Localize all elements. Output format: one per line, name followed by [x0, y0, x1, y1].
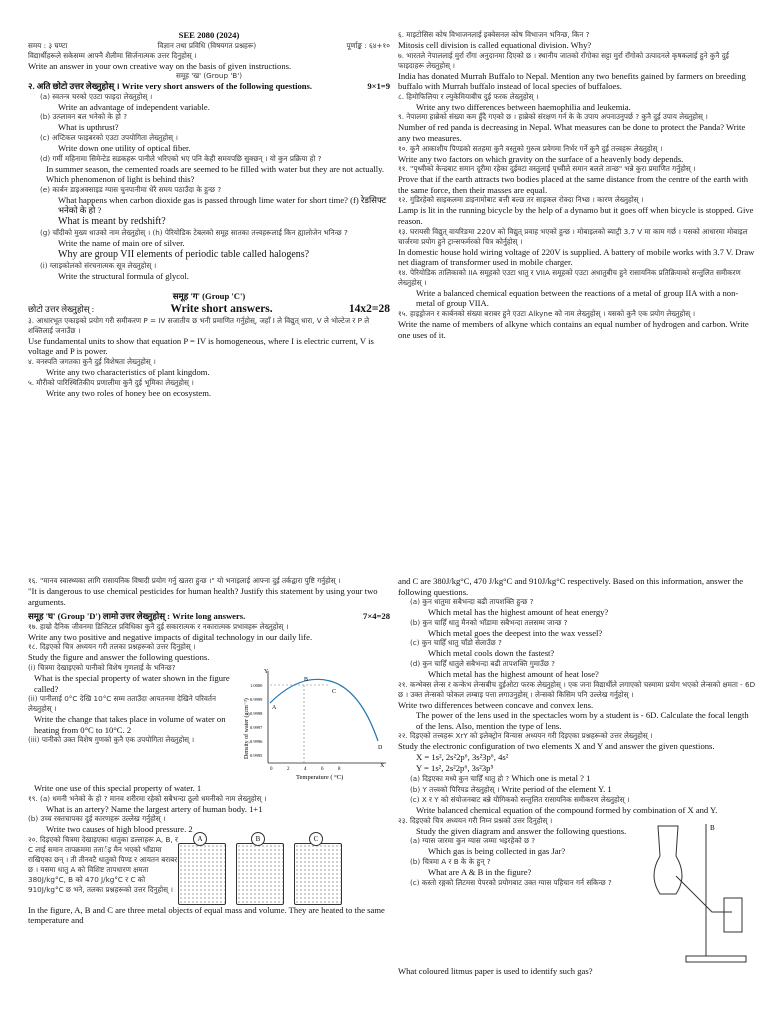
question-en: What is the special property of water shown in the figure called? — [34, 672, 230, 694]
question-marks: 1+1 — [249, 803, 263, 814]
exam-subject: विज्ञान तथा प्रविधि (विषयगत प्रश्नहरू) — [157, 40, 257, 50]
question-en — [34, 804, 390, 815]
question-np: (a) दिइएका मध्ये कुन चाहिँ धातु हो ? — [410, 774, 510, 784]
question-np: (c) कस्तो रङ्गको लिटमस पेपरको प्रयोगबाट उक्त ग्यास पहिचान गर्न सकिन्छ ? — [410, 877, 612, 887]
question-np: २१. कन्भेक्स लेन्स र कन्केभ लेन्सबीच दुईओटा फरक लेख्नुहोस् । एक जना विद्यार्थीले लगाएको चस्मामा प्रयोग भएको लेन्सको क्षमता - 6D छ । उक्त लेन्सको फोकल लम्बाइ पत्ता लगाउनुहोस् । लेन्सको किसिम पनि उल्लेख गर्नुहोस् । — [398, 679, 756, 699]
question-en: Which metal has the highest amount of heat energy? — [428, 607, 609, 618]
question-np: ४. वनस्पति जगतका कुनै दुई विशेषता लेख्नुहोस् । — [28, 356, 156, 366]
question-np: १४. पेरियोडिक तालिकाको IIA समूहको एउटा धातु र VIIA समूहको एउटा अधातुबीच हुने रासायनिक प्रतिक्रियाको सन्तुलित समीकरण लेख्नुहोस् । — [398, 267, 741, 287]
question-np: (i) चित्रमा देखाइएको पानीको विशेष गुणलाई के भनिन्छ? — [28, 662, 176, 672]
question-en — [34, 783, 390, 794]
question-en: India has donated Murrah Buffalo to Nepal. Mention any two benefits gained by farmers on breeding buffalo with Murrah buffalo instead of local species of buffaloes. — [398, 70, 746, 92]
graph-point-label: C — [332, 688, 337, 695]
group-b-marks: 9×1=9 — [367, 81, 390, 92]
question-part — [410, 784, 756, 795]
question-text: What is an artery? Name the largest artery of human body. — [46, 803, 247, 814]
question-np: (a) ग्यास जारमा कुन ग्यास जम्मा भइरहेको छ ? — [410, 836, 536, 846]
gas-jar — [724, 898, 742, 932]
group-c-title-row — [28, 302, 390, 316]
question-en: What is meant by redshift? — [58, 215, 166, 227]
question-en: Mitosis cell division is called equational division. Why? — [398, 40, 592, 50]
question-np: (g) चाँदीको मुख्य धाउको नाम लेख्नुहोस् । (h) पेरियोडिक टेबलको समूह सातका तत्त्वहरूलाई किन ह्यालोजेन भनिन्छ ? — [40, 227, 348, 237]
question-np: १६. "मानव स्वास्थ्यका लागि रासायनिक विषादी प्रयोग गर्नु खतरा हुन्छ ।" यो भनाइलाई आफ्ना दुई तर्कद्वारा पुष्टि गर्नुहोस् । — [28, 576, 341, 585]
question-np: ११. "पृथ्वीको केन्द्रबाट समान दूरीमा रहेका दुईवटा वस्तुलाई पृथ्वीले समान बलले तान्छ" भन्ने कुरा प्रमाणित गर्नुहोस् । — [398, 164, 696, 174]
question-en — [34, 824, 390, 835]
question-marks: 1 — [607, 784, 612, 795]
panel-top-right — [398, 30, 756, 570]
question-en: Write any two differences between haemophilia and leukemia. — [416, 101, 631, 112]
question-np: (c) X र Y को संयोजनबाट बन्ने यौगिकको सन्तुलित रासायनिक समीकरण लेख्नुहोस् । — [410, 795, 630, 805]
question-en: In summer season, the cemented roads are seemed to be filled with water but they are not actually. Which phenomenon of light is behind this? — [46, 163, 385, 185]
jar-label: B — [251, 832, 265, 846]
question-np: १५. हाइड्रोजन र कार्बनको संख्या बराबर हुने एउटा Alkyne को नाम लेख्नुहोस् । यसको कुनै एक प्रयोग लेख्नुहोस् । — [398, 308, 696, 318]
graph-point-label: A — [272, 704, 277, 711]
question-en: Write any two factors on which gravity on the surface of a heavenly body depends. — [398, 153, 684, 164]
config-x: X = 1s², 2s²2p⁶, 3s²3p⁶, 4s² — [416, 751, 509, 762]
panel-top-left — [28, 30, 390, 570]
question-np: (b) उच्च रक्तचापका दुई कारणहरू उल्लेख गर्नुहोस् । — [28, 814, 166, 824]
question-text: Write period of the element Y. — [501, 784, 606, 795]
question-en: What happens when carbon dioxide gas is passed through lime water for short time? (f) रेडसिफ्ट भनेको के हो ? — [58, 194, 387, 216]
question-en: What is upthrust? — [58, 122, 119, 133]
question-en: What are A & B in the figure? — [428, 866, 532, 877]
question-en: In the figure, A, B and C are three metal objects of equal mass and volume. They are heated to the same temperature and — [28, 904, 385, 926]
question-18-figure-row — [28, 663, 390, 783]
question-en: Write any two positive and negative impacts of digital technology in our daily life. — [28, 631, 313, 642]
question-en: Lamp is lit in the running bicycle by the help of a dynamo but it goes off when bicycle is stopped. Give reason. — [398, 205, 754, 226]
density-curve — [270, 676, 378, 741]
graph-y-tick-label: 0.9999 — [250, 696, 263, 702]
question-np: (b) कुन चाहिँ धातु मैनको भाँडामा सबैभन्दा तलसम्म जान्छ ? — [410, 617, 568, 627]
wax-jar — [294, 834, 342, 905]
question-en: Study the given diagram and answer the following questions. — [416, 825, 627, 836]
question-text: Write the change that takes place in volume of water on heating from 0°C to 10°C. — [34, 714, 226, 735]
question-np: १९. (a) धमनी भनेको के हो ? मानव शरीरमा रहेको सबैभन्दा ठूलो धमनीको नाम लेख्नुहोस् । — [28, 793, 267, 803]
instruction-en: Write an answer in your own creative way on the basis of given instructions. — [28, 60, 292, 71]
graph-y-tick-label: 1.0000 — [250, 682, 263, 688]
instruction-np: विद्यार्थीहरूले सकेसम्म आफ्नै शैलीमा सिर्जनात्मक उत्तर दिनुहोस् । — [28, 50, 197, 60]
question-np: १०. कुनै आकाशीय पिण्डको सतहमा कुनै वस्तुको गुरुत्व प्रवेगमा निर्भर गर्ने कुनै दुई तत्त्वहरू लेख्नुहोस् । — [398, 143, 663, 153]
question-en: Which metal goes the deepest into the wax vessel? — [428, 627, 603, 638]
config-y: Y = 1s², 2s²2p⁶, 3s²3p⁵ — [416, 762, 494, 773]
question-en: Study the electronic configuration of two elements X and Y and answer the given questions. — [398, 741, 715, 752]
question-en: Write any two characteristics of plant kingdom. — [46, 366, 210, 377]
question-np: १८. दिइएको चित्र अध्ययन गरी तलका प्रश्नहरूको उत्तर दिनुहोस् । — [28, 642, 196, 652]
group-b-title: २. अति छोटो उत्तर लेख्नुहोस् । Write very short answers of the following questions. — [28, 81, 313, 92]
question-23-text — [398, 816, 630, 966]
graph-point-label: B — [304, 676, 309, 683]
question-np: २०. दिइएको चित्रमा देखाइएका धातुका डल्लाहरू A, B, र C लाई समान तापक्रममा ततार्इ मैन भएको भाँडामा राखिएका छन् । ती तीनवटै धातुको पिण्ड र आयतन बराबर छ । यसमा धातु A को विशिष्ट तापधारण क्षमता 380J/kg°C, B को 470 J/kg°C र C को 910J/kg°C छ भने, तलका प्रश्नहरूको उत्तर दिनुहोस् । — [28, 834, 178, 894]
question-np: २३. दिइएको चित्र अध्ययन गरी निम्न प्रश्नको उत्तर दिनुहोस् । — [398, 815, 553, 825]
graph-x-tick-label: 0 — [270, 766, 273, 772]
question-np: (e) कार्बन डाइअक्साइड ग्यास चुनपानीमा धेरै समय पठाउँदा के हुन्छ ? — [40, 184, 222, 194]
question-np: १३. घरायसी विद्युत् वायरिङमा 220V को विद्युत् प्रवाह भएको हुन्छ । मोबाइलको ब्याट्री 3.7 V मा काम गर्छ । यसको आधारमा मोबाइल चार्जरमा प्रयोग हुने ट्रान्सफर्मरको चित्र कोर्नुहोस् । — [398, 226, 748, 246]
question-en: Write balanced chemical equation of the compound formed by combination of X and Y. — [416, 805, 718, 816]
question-marks: 2 — [126, 724, 132, 735]
graph-y-ticks — [250, 683, 263, 758]
question-text: Write two causes of high blood pressure. — [46, 824, 187, 835]
question-np: ८. हिमोफिलिया र ल्युकेमियाबीच दुई फरक लेख्नुहोस् । — [398, 91, 539, 101]
wax-jar — [236, 834, 284, 905]
stand-base — [686, 956, 746, 962]
graph-y-tick-label: 0.9998 — [250, 710, 263, 716]
question-marks: 2 — [188, 824, 193, 835]
panel-bottom-right — [398, 576, 756, 1024]
exam-meta — [28, 41, 390, 51]
question-np: (d) कुन चाहिँ धातुले सबैभन्दा बढी तापशक्ति गुमाउँछ ? — [410, 658, 555, 668]
question-en — [34, 714, 234, 735]
question-en: Prove that if the earth attracts two bodies placed at the same distance from the centre of the earth with the same force, then their masses are equal. — [398, 174, 749, 195]
question-marks: 1 — [196, 782, 202, 793]
graph-axis-y-label: Y — [264, 668, 269, 675]
water-density-graph — [240, 663, 390, 783]
group-c-marks: 14x2=28 — [348, 302, 390, 315]
exam-time: समय : ३ घण्टा — [28, 40, 68, 50]
question-marks: 1 — [586, 773, 591, 784]
question-18-parts — [28, 663, 234, 783]
question-23-figure-row — [398, 816, 756, 966]
question-en: Which metal cools down the fastest? — [428, 648, 555, 659]
question-np: (a) कुन धातुमा सबैभन्दा बढी तापशक्ति हुन्छ ? — [410, 597, 534, 607]
group-b-heading: समूह 'ख' (Group 'B') — [175, 71, 243, 81]
graph-axis-x-label: X — [380, 762, 385, 769]
group-d-marks: 7×4=28 — [363, 611, 390, 622]
exam-title: SEE 2080 (2024) — [178, 30, 240, 40]
panel-bottom-left — [28, 576, 390, 1024]
question-np: ७. भारतले नेपाललाई मुर्रा राँगा अनुदानमा दिएको छ । स्थानीय जातको राँगोका सट्टा मुर्रा राँगोको उत्पादनले कृषकलाई हुने कुनै दुई फाइदाहरू लेख्नुहोस् । — [398, 50, 729, 70]
question-np: ५. मौरीको पारिस्थितिकीय प्रणालीमा कुनै दुई भूमिका लेख्नुहोस् । — [28, 377, 194, 387]
question-en: Write two differences between concave and convex lens. — [398, 699, 594, 710]
question-en: and C are 380J/kg°C, 470 J/kg°C and 910J/kg°C respectively. Based on this information, answer the following questions. — [398, 576, 744, 597]
question-np: १२. गुडिरहेको साइकलमा डाइनामोबाट बत्ती बल्छ तर साइकल रोक्दा निभ्छ । कारण लेख्नुहोस् । — [398, 195, 644, 205]
question-np: (b) चित्रमा A र B के के हुन् ? — [410, 856, 491, 866]
question-np: ३. आधारभूत एकाइको प्रयोग गरी समीकरण P = IV सजातीय छ भनी प्रमाणित गर्नुहोस्, जहाँ I ले विद्युत् धारा, V ले भोल्टेज र P ले शक्तिलाई जनाउँछ । — [28, 315, 370, 335]
flask — [654, 826, 682, 894]
question-en: What coloured litmus paper is used to identify such gas? — [398, 965, 593, 976]
group-b-questions — [28, 92, 390, 281]
graph-x-tick-label: 6 — [321, 766, 324, 772]
graph-x-tick-label: 8 — [338, 766, 341, 772]
question-text: Write one use of this special property of water. — [34, 782, 195, 793]
wax-jar — [178, 834, 226, 905]
question-np: (ii) पानीलाई 0°C देखि 10°C सम्म तताउँदा आयतनमा देखिने परिवर्तन लेख्नुहोस् । — [28, 694, 216, 714]
metal-jars-figure — [178, 834, 390, 905]
question-np: (c) अप्टिकल फाइबरको एउटा उपयोगिता लेख्नुहोस् । — [40, 132, 178, 142]
group-c-title-en: Write short answers. — [170, 302, 273, 315]
graph-x-tick-label: 4 — [304, 766, 307, 772]
question-en: Write down one utility of optical fiber. — [58, 142, 191, 153]
question-en: The power of the lens used in the spectacles worn by a student is - 6D. Calculate the focal length of the lens. Also, mention the type of lens. — [416, 710, 749, 731]
question-np: ६. माइटोसिस कोष विभाजनलाई इक्वेसनल कोष विभाजन भनिन्छ, किन ? — [398, 30, 590, 39]
question-np: १७. हाम्रो दैनिक जीवनमा डिजिटल प्रविधिका कुनै दुई सकारात्मक र नकारात्मक प्रभावहरू लेख्नुहोस् । — [28, 621, 289, 631]
question-en: Write an advantage of independent variable. — [58, 101, 210, 112]
question-text: Which one is metal ? — [511, 773, 584, 784]
jar-label: C — [309, 832, 323, 846]
question-en: Why are group VII elements of periodic table called halogens? — [58, 248, 310, 260]
question-np: ९. नेपालमा हाब्रेको संख्या कम हुँदै गएको छ । हाब्रेको संरक्षण गर्न के के उपाय अपनाउनुपर्छ ? कुनै दुई उपाय लेख्नुहोस् । — [398, 112, 708, 122]
question-np: २२. दिइएको तत्त्वहरू XrY को इलेक्ट्रोन विन्यास अध्ययन गरी दिइएका प्रश्नहरूको उत्तर लेख्नुहोस् । — [398, 731, 653, 741]
question-np: (d) गर्मी महिनामा सिमेन्टेड सडकहरू पानीले भरिएको भए पनि केही समयपछि सुक्छन् । यो कुन प्रक्रिया हो ? — [40, 153, 322, 163]
question-en: Which metal has the highest amount of heat lose? — [428, 668, 599, 679]
question-en: Number of red panda is decreasing in Nepal. What measures can be done to protect the Panda? Write any two measures. — [398, 122, 746, 143]
question-np: (i) ग्लाइकोलको संरचनात्मक सूत्र लेख्नुहोस् । — [40, 260, 157, 270]
graph-y-tick-label: 0.9997 — [250, 724, 263, 730]
jar-label: A — [193, 832, 207, 846]
question-np: (b) Y तत्त्वको पिरियड लेख्नुहोस् । — [410, 785, 500, 795]
question-np: (b) उत्प्लावन बल भनेको के हो ? — [40, 112, 128, 122]
group-c-heading: समूह 'ग' (Group 'C') — [172, 291, 246, 302]
graph-x-tick-label: 2 — [287, 766, 290, 772]
gas-apparatus-figure — [636, 816, 756, 966]
question-en: Write the structural formula of glycol. — [58, 270, 189, 281]
question-23-parts — [398, 836, 630, 887]
question-en: Write the name of members of alkyne which contains an equal number of hydrogen and carbon. Write one uses of it. — [398, 318, 749, 340]
question-en: Which gas is being collected in gas Jar? — [428, 846, 566, 857]
question-en: Write any two roles of honey bee on ecosystem. — [46, 387, 212, 398]
group-b-title-row — [28, 81, 390, 92]
question-20-parts — [398, 597, 756, 679]
graph-point-label: D — [378, 744, 383, 751]
graph-y-tick-label: 0.9996 — [250, 738, 263, 744]
graph-x-label: Temperature ( °C) — [296, 773, 344, 781]
question-en: Write the name of main ore of silver. — [58, 237, 185, 248]
question-en: Study the figure and answer the following questions. — [28, 652, 210, 663]
question-part — [410, 773, 756, 784]
graph-x-ticks — [270, 767, 341, 772]
question-np: (c) कुन चाहिँ धातु चाँडो सेलाउँछ ? — [410, 638, 502, 648]
question-en: Use fundamental units to show that equation P = IV is homogeneous, where I is electric current, V is voltage and P is power. — [28, 335, 374, 357]
exam-full-marks: पूर्णाङ्क : ६४+१० — [346, 40, 390, 50]
group-c-title-np: छोटो उत्तर लेख्नुहोस् : — [28, 303, 95, 314]
question-np: (iii) पानीको उक्त विशेष गुणको कुनै एक उपयोगिता लेख्नुहोस् । — [28, 735, 195, 745]
question-en: Write a balanced chemical equation between the reactions of a metal of group IIA with a non-metal of group VIIA. — [416, 287, 739, 309]
graph-y-label: Density of water (gcm⁻³) — [244, 698, 250, 759]
group-d-title-row — [28, 611, 390, 622]
graph-y-tick-label: 0.9995 — [250, 752, 263, 758]
question-22-parts — [398, 773, 756, 816]
group-d-title: समूह 'घ' (Group 'D') लामो उत्तर लेख्नुहोस् : Write long answers. — [28, 611, 246, 622]
question-en: "It is dangerous to use chemical pesticides for human health? Justify this statement by using your two arguments. — [28, 586, 378, 607]
apparatus-label: B — [710, 823, 715, 832]
question-np: (a) स्वतन्त्र चरको एउटा फाइदा लेख्नुहोस् । — [40, 91, 153, 101]
question-en: In domestic house hold wiring voltage of 220V is supplied. A battery of mobile works with 3.7 V. Draw net diagram of transformer used in mobile charger. — [398, 246, 755, 268]
